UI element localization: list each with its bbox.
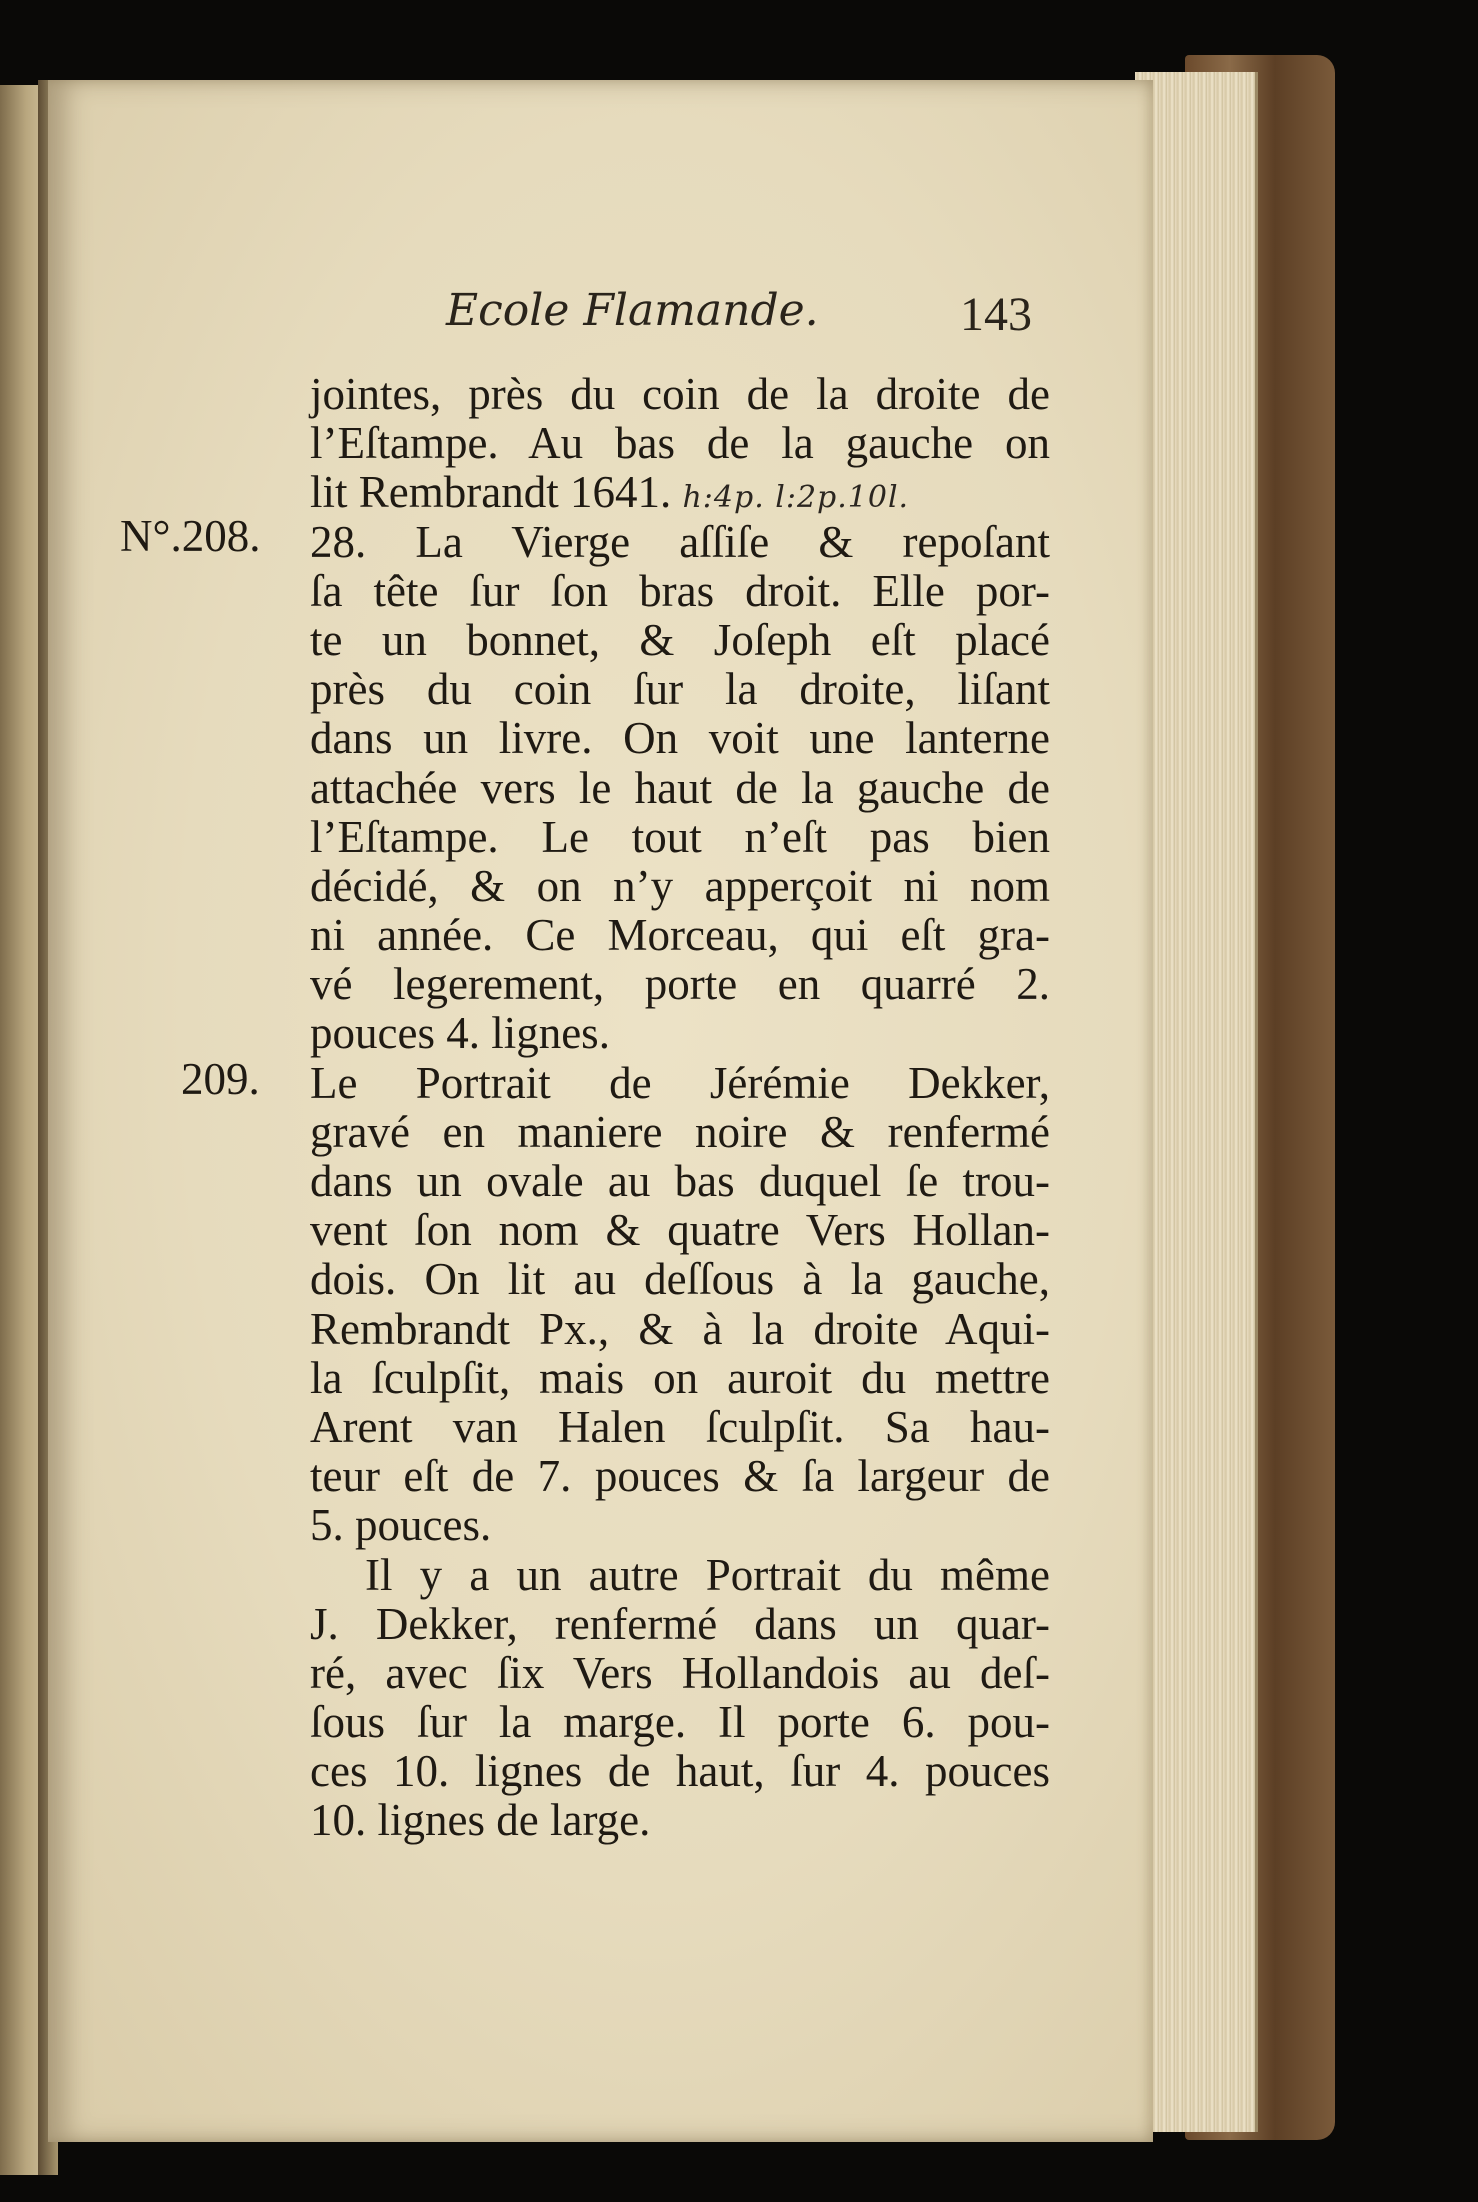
page-number: 143 (960, 288, 1032, 341)
text-line: vent ſon nom & quatre Vers Hollan- (310, 1205, 1050, 1256)
text-line: J. Dekker, renfermé dans un quar- (310, 1598, 1050, 1649)
text-line: te un bonnet, & Joſeph eſt placé (310, 614, 1050, 665)
text-line: la ſculpſit, mais on auroit du mettre (310, 1352, 1050, 1403)
text-line: décidé, & on n’y apperçoit ni nom (310, 860, 1050, 911)
text-line: dans un livre. On voit une lanterne (310, 713, 1050, 764)
text-line: jointes, près du coin de la droite de (310, 369, 1050, 419)
text-line: attachée vers le haut de la gauche de (310, 762, 1050, 813)
text-line: Le Portrait de Jérémie Dekker, (310, 1057, 1050, 1108)
margin-entry-number-209: 209. (181, 1054, 260, 1104)
text-line: 10. lignes de large. (310, 1795, 651, 1846)
text-line: Il y a un autre Portrait du même (365, 1549, 1050, 1600)
text-line: l’Eſtampe. Le tout n’eſt pas bien (310, 811, 1050, 862)
text-line: l’Eſtampe. Au bas de la gauche on (310, 418, 1050, 469)
text-line: pouces 4. lignes. (310, 1008, 610, 1059)
text-line: ſa tête ſur ſon bras droit. Elle por- (310, 565, 1050, 616)
text-line: dans un ovale au bas duquel ſe trou- (310, 1156, 1050, 1206)
text-line: ni année. Ce Morceau, qui eſt gra- (310, 910, 1050, 961)
text-line: dois. On lit au deſſous à la gauche, (310, 1254, 1050, 1305)
text-line: Arent van Halen ſculpſit. Sa hau- (310, 1401, 1050, 1452)
text-line: teur eſt de 7. pouces & ſa largeur de (310, 1451, 1050, 1502)
text-line: près du coin ſur la droite, liſant (310, 664, 1050, 715)
body-text (310, 370, 1050, 1846)
text-line-main: lit Rembrandt 1641. (310, 467, 672, 518)
page-block-edges (1135, 72, 1258, 2132)
text-line: vé legerement, porte en quarré 2. (310, 959, 1050, 1010)
running-head: Ecole Flamande. (446, 285, 819, 336)
text-line: 5. pouces. (310, 1500, 492, 1551)
text-line: ré, avec ſix Vers Hollandois au deſ- (310, 1647, 1050, 1698)
text-line: gravé en maniere noire & renfermé (310, 1106, 1050, 1157)
text-line: 28. La Vierge aſſiſe & repoſant (310, 516, 1050, 567)
text-line: ces 10. lignes de haut, ſur 4. pouces (310, 1746, 1050, 1797)
text-line: Rembrandt Px., & à la droite Aqui- (310, 1303, 1050, 1354)
text-line: ſous ſur la marge. Il porte 6. pou- (310, 1697, 1050, 1748)
margin-entry-number-208: N°.208. (120, 511, 261, 561)
text-line (310, 468, 1050, 517)
book-page (48, 80, 1153, 2142)
handwritten-annotation: h:4p. l:2p.10l. (682, 480, 910, 516)
